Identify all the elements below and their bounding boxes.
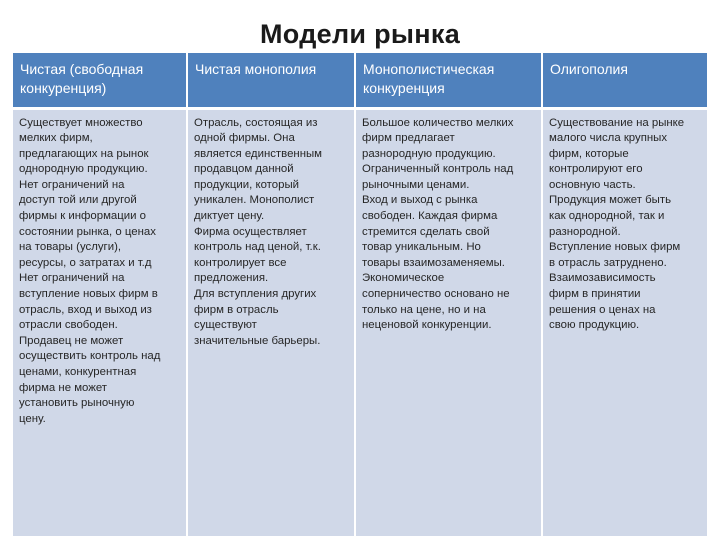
cell-pure-monopoly: Отрасль, состоящая из одной фирмы. Она является единственным продавцом данной продукции, который уникален. Монополист диктует цену. Фирма осуществляет контроль над ценой, т.к. контролирует все предложения. Для вступления других фирм в отрасль существуют значительные барьеры. — [187, 108, 355, 536]
table-row — [13, 108, 707, 536]
slide-title: Модели рынка — [259, 19, 461, 49]
market-models-table — [13, 53, 707, 536]
cell-oligopoly: Существование на рынке малого числа крупных фирм, которые контролируют его основную часть. Продукция может быть как однородной, так и разнородной. Вступление новых фирм в отрасль затруднено. Взаимозависимость фирм в принятии решения о ценах на свою продукцию. — [542, 108, 707, 536]
cell-monopolistic-competition: Большое количество мелких фирм предлагает разнородную продукцию. Ограниченный контроль над рыночными ценами. Вход и выход с рынка свободен. Каждая фирма стремится сделать свой товар уникальным. Но товары взаимозаменяемы. Экономическое соперничество основано не только на цене, но и на неценовой конкуренции. — [355, 108, 542, 536]
cell-perfect-competition: Существует множество мелких фирм, предлагающих на рынок однородную продукцию. Нет ограничений на доступ той или другой фирмы к информации о состоянии рынка, о ценах на товары (услуги), ресурсы, о затратах и т.д Нет ограничений на вступление новых фирм в отрасль, вход и выход из отрасли свободен. Продавец не может осуществить контроль над ценами, конкурентная фирма не может установить рыночную цену. — [13, 108, 187, 536]
header-oligopoly: Олигополия — [542, 53, 707, 108]
header-monopolistic-competition: Монополистическая конкуренция — [355, 53, 542, 108]
header-perfect-competition: Чистая (свободная конкуренция) — [13, 53, 187, 108]
table-header-row — [13, 53, 707, 108]
header-pure-monopoly: Чистая монополия — [187, 53, 355, 108]
